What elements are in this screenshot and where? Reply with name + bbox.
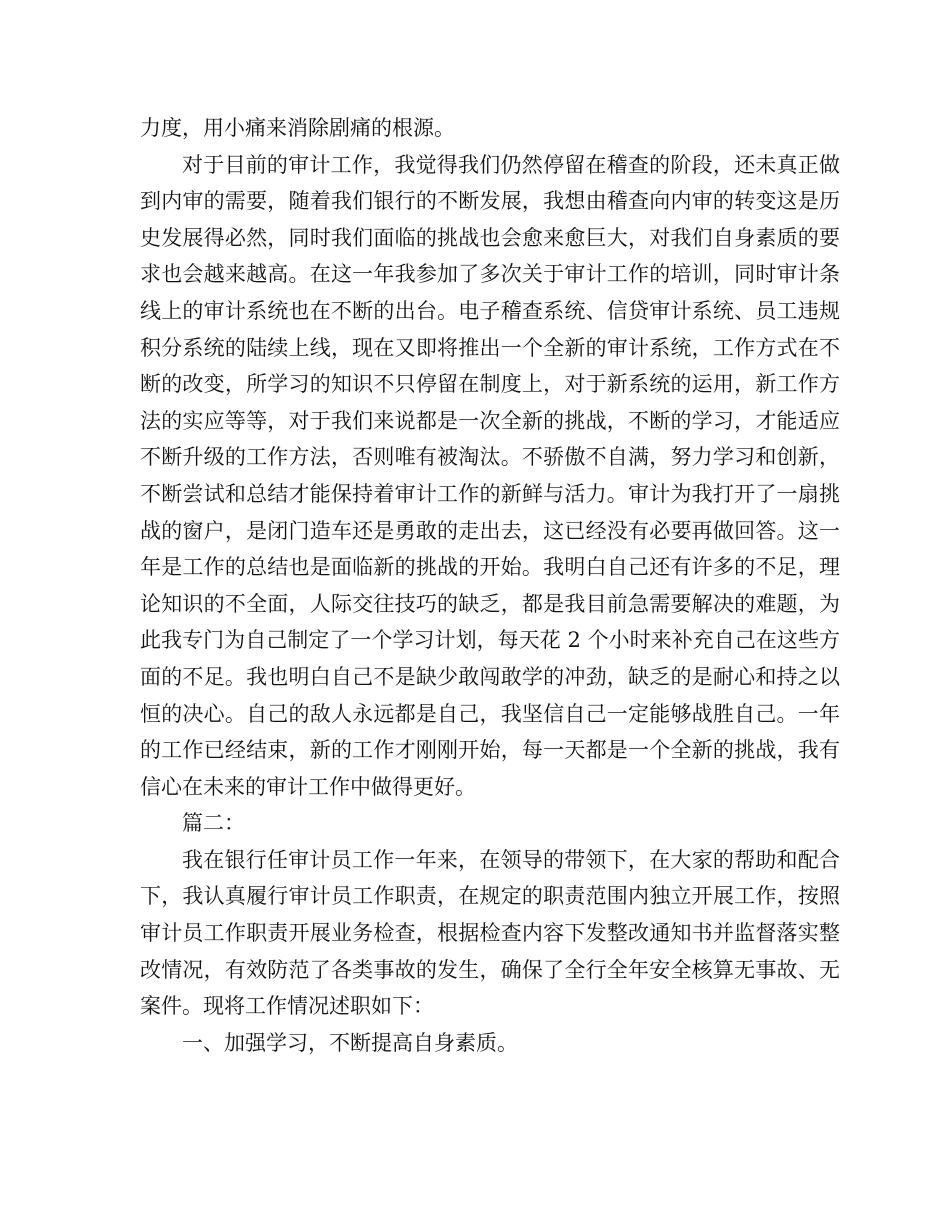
paragraph-report-intro: 我在银行任审计员工作一年来，在领导的带领下，在大家的帮助和配合下，我认真履行审计员工作职责，在规定的职责范围内独立开展工作，按照审计员工作职责开展业务检查，根据检查内容下发整改通知书并监督落实整改情况，有效防范了各类事故的发生，确保了全行全年安全核算无事故、无案件。现将工作情况述职如下： — [140, 847, 840, 1019]
document-page — [140, 110, 840, 1061]
paragraph-continuation: 力度，用小痛来消除剧痛的根源。 — [140, 116, 455, 140]
section-heading-part-two: 篇二： — [182, 811, 245, 836]
paragraph-audit-work: 对于目前的审计工作，我觉得我们仍然停留在稽查的阶段，还未真正做到内审的需要，随着我们银行的不断发展，我想由稽查向内审的转变这是历史发展得必然，同时我们面临的挑战也会愈来愈巨大，对我们自身素质的要求也会越来越高。在这一年我参加了多次关于审计工作的培训，同时审计条线上的审计系统也在不断的出台。电子稽查系统、信贷审计系统、员工违规积分系统的陆续上线，现在又即将推出一个全新的审计系统，工作方式在不断的改变，所学习的知识不只停留在制度上，对于新系统的运用，新工作方法的实应等等，对于我们来说都是一次全新的挑战，不断的学习，才能适应不断升级的工作方法，否则唯有被淘汰。不骄傲不自满，努力学习和创新，不断尝试和总结才能保持着审计工作的新鲜与活力。审计为我打开了一扇挑战的窗户，是闭门造车还是勇敢的走出去，这已经没有必要再做回答。这一年是工作的总结也是面临新的挑战的开始。我明白自己还有许多的不足，理论知识的不全面，人际交往技巧的缺乏，都是我目前急需要解决的难题，为此我专门为自己制定了一个学习计划，每天花 2 个小时来补充自己在这些方面的不足。我也明白自己不是缺少敢闯敢学的冲劲，缺乏的是耐心和持之以恒的决心。自己的敌人永远都是自己，我坚信自己一定能够战胜自己。一年的工作已经结束，新的工作才刚刚开始，每一天都是一个全新的挑战，我有信心在未来的审计工作中做得更好。 — [140, 152, 840, 799]
subheading-strengthen-learning: 一、加强学习，不断提高自身素质。 — [182, 1030, 518, 1055]
